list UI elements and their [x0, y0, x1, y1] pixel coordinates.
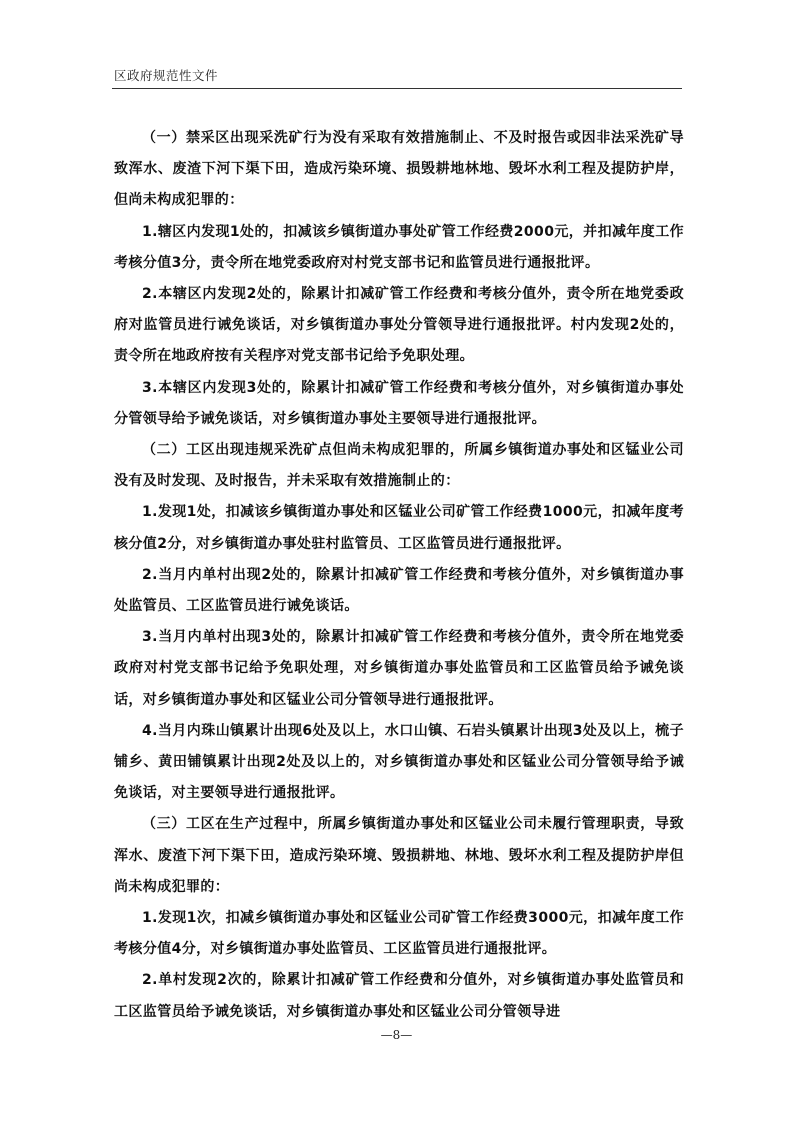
paragraph-section-2-item-3: 3.当月内单村出现3处的，除累计扣减矿管工作经费和考核分值外，责令所在地党委政府对村党支部书记给予免职处理，对乡镇街道办事处监管员和工区监管员给予诫免谈话，对乡镇街道办事处和区锰业公司分管领导进行通报批评。: [114, 629, 684, 708]
paragraph-section-2-item-2: 2.当月内单村出现2处的，除累计扣减矿管工作经费和考核分值外，对乡镇街道办事处监管员、工区监管员进行诫免谈话。: [114, 566, 684, 615]
paragraph-section-3-intro: （三）工区在生产过程中，所属乡镇街道办事处和区锰业公司未履行管理职责，导致浑水、废渣下河下渠下田，造成污染环境、毁损耕地、林地、毁坏水利工程及提防护岸但尚未构成犯罪的：: [114, 816, 684, 895]
header-title: 区政府规范性文件: [114, 68, 219, 83]
page-header: [112, 62, 682, 89]
paragraph-section-2-item-4: 4.当月内珠山镇累计出现6处及以上，水口山镇、石岩头镇累计出现3处及以上，梳子铺乡、黄田铺镇累计出现2处及以上的，对乡镇街道办事处和区锰业公司分管领导给予诫免谈话，对主要领导进行通报批评。: [114, 722, 684, 802]
paragraph-section-1-item-2: 2.本辖区内发现2处的，除累计扣减矿管工作经费和考核分值外，责令所在地党委政府对监管员进行诫免谈话，对乡镇街道办事处分管领导进行通报批评。村内发现2处的，责令所在地政府按有关程序对党支部书记给予免职处理。: [114, 286, 684, 365]
paragraph-section-2-intro: （二）工区出现违规采洗矿点但尚未构成犯罪的，所属乡镇街道办事处和区锰业公司没有及时发现、及时报告，并未采取有效措施制止的：: [114, 442, 684, 490]
paragraph-section-1-intro: （一）禁采区出现采洗矿行为没有采取有效措施制止、不及时报告或因非法采洗矿导致浑水、废渣下河下渠下田，造成污染环境、损毁耕地林地、毁坏水利工程及提防护岸，但尚未构成犯罪的：: [114, 130, 684, 209]
paragraph-section-3-item-2: 2.单村发现2次的，除累计扣减矿管工作经费和分值外，对乡镇街道办事处监管员和工区监管员给予诫免谈话，对乡镇街道办事处和区锰业公司分管领导进: [114, 972, 684, 1020]
page-number: —8—: [380, 1028, 413, 1042]
paragraph-section-2-item-1: 1.发现1处，扣减该乡镇街道办事处和区锰业公司矿管工作经费1000元，扣减年度考核分值2分，对乡镇街道办事处驻村监管员、工区监管员进行通报批评。: [114, 504, 684, 552]
paragraph-section-3-item-1: 1.发现1次，扣减乡镇街道办事处和区锰业公司矿管工作经费3000元，扣减年度工作考核分值4分，对乡镇街道办事处监管员、工区监管员进行通报批评。: [114, 910, 684, 958]
document-body: [114, 123, 684, 1028]
paragraph-section-1-item-3: 3.本辖区内发现3处的，除累计扣减矿管工作经费和考核分值外，对乡镇街道办事处分管领导给予诫免谈话，对乡镇街道办事处主要领导进行通报批评。: [114, 379, 684, 427]
paragraph-section-1-item-1: 1.辖区内发现1处的，扣减该乡镇街道办事处矿管工作经费2000元，并扣减年度工作考核分值3分，责令所在地党委政府对村党支部书记和监管员进行通报批评。: [114, 223, 684, 271]
